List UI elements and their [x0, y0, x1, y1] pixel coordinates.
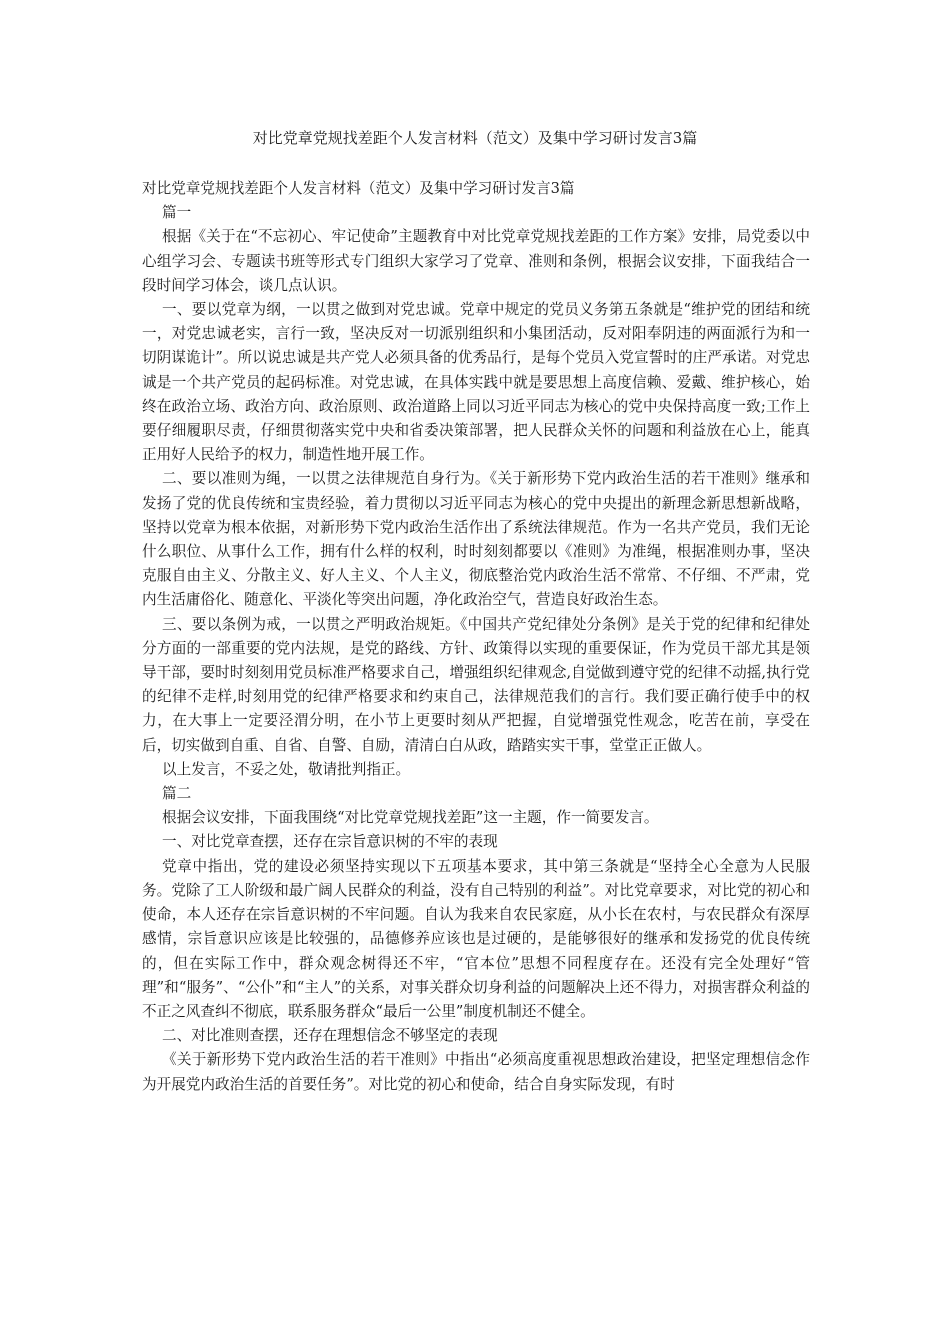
document-title: 对比党章党规找差距个人发言材料（范文）及集中学习研讨发言3篇 [252, 129, 698, 147]
section-heading-part-2: 篇二 [162, 785, 192, 803]
paragraph: 根据会议安排，下面我围绕“对比党章党规找差距”这一主题，作一简要发言。 [162, 809, 659, 827]
paragraph: 三、要以条例为戒，一以贯之严明政治规矩。《中国共产党纪律处分条例》是关于党的纪律和纪律处分方面的一部重要的党内法规，是党的路线、方针、政策得以实现的重要保证，作为党员干部尤其是领导干部，要时时刻刻用党员标准严格要求自己，增强组织纪律观念,自觉做到遵守党的纪律不动摇,执行党的纪律不走样,时刻用党的纪律严格要求和约束自己，法律规范我们的言行。我们要正确行使手中的权力，在大事上一定要泾渭分明，在小节上更要时刻从严把握，自觉增强党性观念，吃苦在前，享受在后，切实做到自重、自省、自警、自励，清清白白从政，踏踏实实干事，堂堂正正做人。 [142, 615, 810, 754]
subheading: 一、对比党章查摆，还存在宗旨意识树的不牢的表现 [162, 833, 498, 851]
paragraph: 以上发言，不妥之处，敬请批判指正。 [162, 760, 411, 778]
paragraph: 一、要以党章为纲，一以贯之做到对党忠诚。党章中规定的党员义务第五条就是“维护党的团结和统一，对党忠诚老实，言行一致，坚决反对一切派别组织和小集团活动，反对阳奉阴违的两面派行为和一切阴谋诡计”。所以说忠诚是共产党人必须具备的优秀品行，是每个党员入党宣誓时的庄严承诺。对党忠诚是一个共产党员的起码标准。对党忠诚，在具体实践中就是要思想上高度信赖、爱戴、维护核心，始终在政治立场、政治方向、政治原则、政治道路上同以习近平同志为核心的党中央保持高度一致;工作上要仔细履职尽责，仔细贯彻落实党中央和省委决策部署，把人民群众关怀的问题和利益放在心上，能真正用好人民给予的权力，制造性地开展工作。 [142, 301, 810, 464]
document-body [142, 177, 810, 1097]
paragraph: 二、要以准则为绳，一以贯之法律规范自身行为。《关于新形势下党内政治生活的若干准则》继承和发扬了党的优良传统和宝贵经验，着力贯彻以习近平同志为核心的党中央提出的新理念新思想新战略，坚持以党章为根本依据，对新形势下党内政治生活作出了系统法律规范。作为一名共产党员，我们无论什么职位、从事什么工作，拥有什么样的权利，时时刻刻都要以《准则》为准绳，根据准则办事，坚决克服自由主义、分散主义、好人主义、个人主义，彻底整治党内政治生活不常常、不仔细、不严肃，党内生活庸俗化、随意化、平淡化等突出问题，净化政治空气，营造良好政治生态。 [142, 470, 810, 609]
paragraph: 根据《关于在“不忘初心、牢记使命”主题教育中对比党章党规找差距的工作方案》安排，局党委以中心组学习会、专题读书班等形式专门组织大家学习了党章、准则和条例，根据会议安排，下面我结合一段时间学习体会，谈几点认识。 [142, 228, 810, 294]
subheading: 二、对比准则查摆，还存在理想信念不够坚定的表现 [162, 1027, 498, 1045]
section-heading-part-1: 篇一 [162, 204, 192, 222]
document-subtitle: 对比党章党规找差距个人发言材料（范文）及集中学习研讨发言3篇 [142, 180, 575, 197]
paragraph: 党章中指出，党的建设必须坚持实现以下五项基本要求，其中第三条就是“坚持全心全意为人民服务。党除了工人阶级和最广阔人民群众的利益，没有自己特别的利益”。对比党章要求，对比党的初心和使命，本人还存在宗旨意识树的不牢问题。自认为我来自农民家庭，从小长在农村，与农民群众有深厚感情，宗旨意识应该是比较强的，品德修养应该也是过硬的，是能够很好的继承和发扬党的优良传统的，但在实际工作中，群众观念树得还不牢，“官本位”思想不同程度存在。还没有完全处理好“管理”和“服务”、“公仆”和“主人”的关系，对事关群众切身利益的问题解决上还不得力，对损害群众利益的不正之风查纠不彻底，联系服务群众“最后一公里”制度机制还不健全。 [142, 857, 810, 1020]
paragraph: 《关于新形势下党内政治生活的若干准则》中指出“必须高度重视思想政治建设，把坚定理想信念作为开展党内政治生活的首要任务”。对比党的初心和使命，结合自身实际发现，有时 [142, 1051, 810, 1093]
